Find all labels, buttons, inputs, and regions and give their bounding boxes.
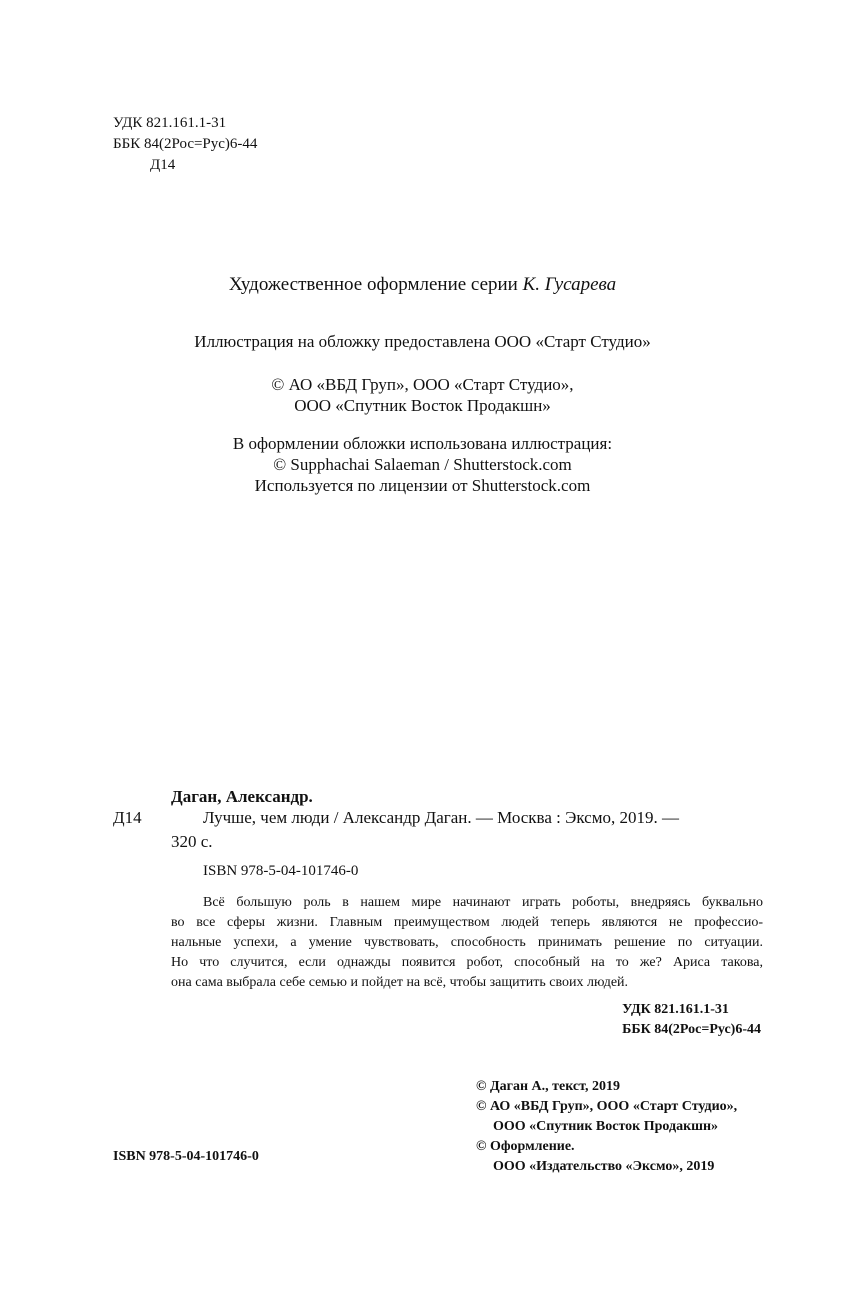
series-design-credit xyxy=(0,274,845,296)
author-mark: Д14 xyxy=(150,157,176,173)
catalog-title-line1: Лучше, чем люди / Александр Даган. — Москва : Эксмо, 2019. — xyxy=(203,808,679,827)
top-classification-codes xyxy=(113,113,257,176)
catalog-bbk: ББК 84(2Рос=Рус)6-44 xyxy=(622,1022,761,1037)
copyright-block xyxy=(476,1077,737,1177)
catalog-code: Д14 xyxy=(113,808,142,827)
catalog-classification-codes xyxy=(622,1000,761,1040)
catalog-isbn: ISBN 978-5-04-101746-0 xyxy=(203,863,359,879)
stock-line1: В оформлении обложки использована иллюстрация: xyxy=(232,434,613,453)
stock-line3: Используется по лицензии от Shutterstock.com xyxy=(254,476,591,495)
series-designer-name: К. Гусарева xyxy=(522,274,617,295)
series-design-prefix: Художественное оформление серии xyxy=(228,274,523,295)
abstract-line: Но что случится, если однажды появится робот, способный на то же? Ариса такова, xyxy=(171,955,763,970)
catalog-title-line2: 320 с. xyxy=(171,832,213,851)
catalog-abstract xyxy=(171,893,763,993)
stock-illustration-credit xyxy=(0,433,845,496)
udk-code: УДК 821.161.1-31 xyxy=(113,115,227,131)
abstract-line: она сама выбрала себе семью и пойдет на всё, чтобы защитить своих людей. xyxy=(171,975,629,990)
copyright-line3: ООО «Спутник Восток Продакшн» xyxy=(493,1119,719,1134)
copyright-line1: © Даган А., текст, 2019 xyxy=(476,1079,620,1094)
abstract-line: нальные успехи, а умение чувствовать, способность принимать решение по ситуации. xyxy=(171,935,763,950)
cover-copyright-line1: © АО «ВБД Груп», ООО «Старт Студио», xyxy=(271,375,574,394)
bottom-isbn: ISBN 978-5-04-101746-0 xyxy=(113,1149,259,1164)
catalog-udk: УДК 821.161.1-31 xyxy=(622,1002,729,1017)
cover-copyright xyxy=(0,374,845,416)
abstract-line: Всё большую роль в нашем мире начинают играть роботы, внедряясь буквально xyxy=(203,895,763,910)
copyright-line4: © Оформление. xyxy=(476,1139,575,1154)
cover-illustration-credit: Иллюстрация на обложку предоставлена ООО «Старт Студио» xyxy=(194,332,651,351)
catalog-author-heading: Даган, Александр. xyxy=(171,787,313,806)
copyright-line2: © АО «ВБД Груп», ООО «Старт Студио», xyxy=(476,1099,738,1114)
stock-line2: © Supphachai Salaeman / Shutterstock.com xyxy=(273,455,572,474)
abstract-line: во все сферы жизни. Главным преимуществом людей теперь являются не профессио- xyxy=(171,915,763,930)
copyright-line5: ООО «Издательство «Эксмо», 2019 xyxy=(493,1159,715,1174)
cover-copyright-line2: ООО «Спутник Восток Продакшн» xyxy=(294,396,551,415)
bbk-code: ББК 84(2Рос=Рус)6-44 xyxy=(113,136,258,152)
